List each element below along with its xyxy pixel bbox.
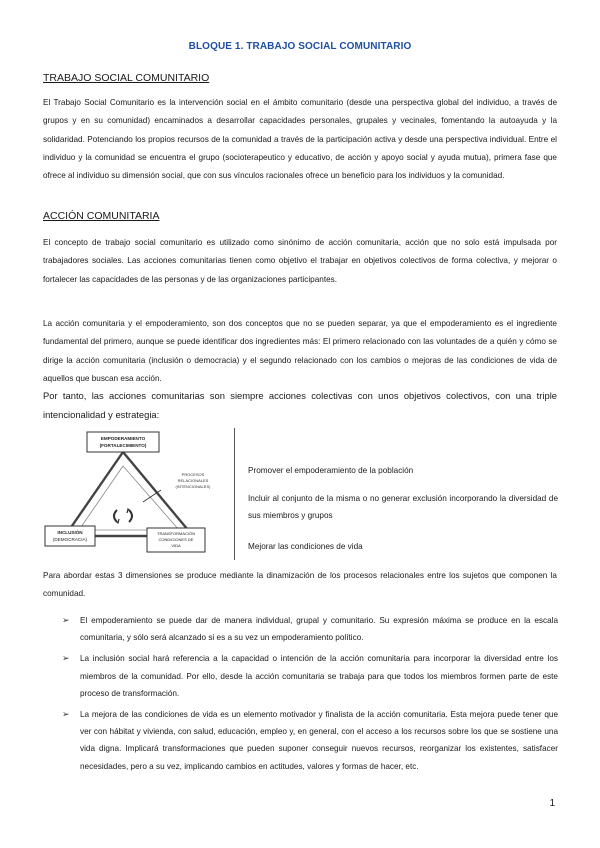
diagram-left-label-1: INCLUSIÓN (57, 530, 83, 535)
arrow-bullet-icon: ➢ (62, 615, 70, 625)
page-title: BLOQUE 1. TRABAJO SOCIAL COMUNITARIO (188, 41, 412, 52)
list-item (62, 650, 558, 702)
diagram-right-label-2: RELACIONALES (177, 478, 209, 483)
triangle-diagram (43, 430, 219, 554)
diagram-right-label-1: PROCESOS (181, 472, 205, 477)
list-item (62, 612, 558, 646)
paragraph-accion-3: Por tanto, las acciones comunitarias son siempre acciones colectivas con unos objetivos colectivos, con una triple intencionalidad y estrategia: (43, 390, 557, 420)
section-heading-trabajo-social: TRABAJO SOCIAL COMUNITARIO (43, 72, 210, 84)
diagram-top-label-1: EMPODERAMIENTO (100, 436, 146, 441)
list-item-text: La mejora de las condiciones de vida es un elemento motivador y finalista de la acción comunitaria. Esta mejora puede tener que ver con hábitat y vivienda, con salud, educación, empleo y, en general, con el acceso a los recursos sobre los que se sostiene una vida digna. Implicará transformaciones que pueden suponer conseguir nuevos recursos, reorganizar los existentes, satisfacer necesidades, pero a su vez, implicando cambios en actitudes, valores y formas de hacer, etc. (80, 710, 558, 771)
cycle-arrow-icon (114, 510, 132, 522)
list-item (62, 706, 558, 775)
diagram-bottom-label-1: TRANSFORMACIÓN (157, 531, 195, 536)
dimension-item-2: Incluir al conjunto de la misma o no generar exclusión incorporando la diversidad de sus miembros y grupos (248, 494, 558, 520)
paragraph-trabajo-social: El Trabajo Social Comunitario es la intervención social en el ámbito comunitario (desde una perspectiva global del individuo, a través de grupos y en su comunidad) encaminados a desarrollar capacidades personales, grupales y vecinales, fomentando la autoayuda y la solidaridad. Potenciando los propios recursos de la comunidad a través de la participación activa y desde una perspectiva individual. Entre el individuo y la comunidad se encuentra el grupo (socioterapeutico y educativo, de acción y apoyo social y ayuda mutua), primera fase que ofrece al individuo su dimensión social, que con sus vínculos racionales ofrece un beneficio para los individuos y la comunidad. (43, 98, 557, 181)
list-item-text: El empoderamiento se puede dar de manera individual, grupal y comunitario. Su expresión máxima se produce en la escala comunitaria, y sólo será alcanzado si es a su vez un empoderamiento político. (80, 616, 558, 643)
bullet-list (62, 612, 558, 779)
diagram-box-top (87, 432, 159, 452)
list-item-text: La inclusión social hará referencia a la capacidad o intención de la acción comunitaria para incorporar la diversidad entre los miembros de la comunidad. Por ello, desde la acción comunitaria se trabaja para que todos los miembros formen parte de este proceso de transformación. (80, 654, 558, 698)
diagram-right-label-3: (INTENCIONALES) (175, 484, 211, 489)
diagram-triangle-inner (79, 466, 179, 530)
cycle-arrowhead-icon (115, 509, 131, 523)
paragraph-accion-1: El concepto de trabajo social comunitario es utilizado como sinónimo de acción comunitaria, acción que no solo está impulsada por trabajadores sociales. Las acciones comunitarias tienen como objetivo el trabajar en objetivos colectivos de forma colectiva, y mejorar o fortalecer las capacidades de las personas y de las organizaciones participantes. (43, 238, 557, 284)
diagram-bottom-label-2: CONDICIONES DE (158, 537, 194, 542)
diagram-bottom-label-3: VIDA (171, 543, 181, 548)
dimension-item-3: Mejorar las condiciones de vida (248, 542, 363, 551)
paragraph-accion-2: La acción comunitaria y el empoderamiento, son dos conceptos que no se pueden separar, ya que el empoderamiento es el ingrediente fundamental del primero, aunque se puede identificar dos ingredientes más: El primero relacionado con las voluntades de a quién y cómo se dirige la acción comunitaria (inclusión o democracia) y el segundo relacionado con los cambios o mejoras de las condiciones de vida de aquellos que buscan esa acción. (43, 319, 557, 383)
paragraph-after-diagram: Para abordar estas 3 dimensiones se produce mediante la dinamización de los procesos relacionales entre los sujetos que componen la comunidad. (43, 571, 557, 599)
section-heading-accion-comunitaria: ACCIÓN COMUNITARIA (43, 210, 160, 222)
diagram-top-label-2: (FORTALECIMIENTO) (99, 443, 147, 448)
diagram-triangle (65, 452, 193, 536)
page-number: 1 (549, 798, 555, 809)
arrow-bullet-icon: ➢ (62, 653, 70, 664)
dimension-item-1: Promover el empoderamiento de la población (248, 466, 414, 475)
arrow-bullet-icon: ➢ (62, 709, 70, 720)
diagram-box-left (45, 526, 95, 546)
diagram-left-label-2: (DEMOCRACIA) (52, 537, 88, 542)
diagram-divider (234, 428, 235, 560)
